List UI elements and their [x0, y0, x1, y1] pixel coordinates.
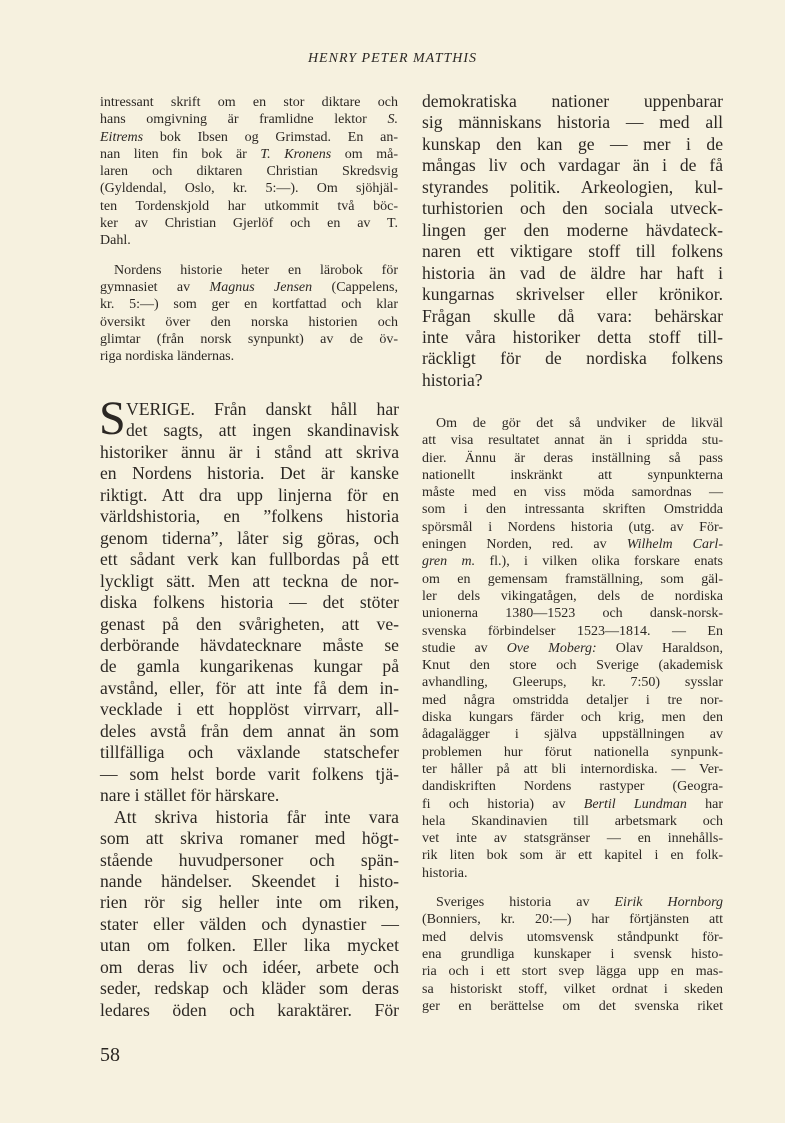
text: fl.), i vilken olika forskare enats — [475, 554, 723, 570]
text-line — [100, 742, 399, 763]
text: glimtar (från norsk synpunkt) av de öv- — [100, 331, 398, 347]
text-line — [422, 692, 723, 709]
text-line — [100, 399, 399, 420]
left-column-main-text — [99, 392, 399, 1021]
text: med några omstridda detaljer i tre nor- — [422, 692, 723, 708]
text-line — [100, 506, 399, 527]
text: rik liten bok som är ett kapitel i en folk- — [422, 848, 723, 864]
text-line — [100, 331, 398, 348]
text-line — [100, 678, 399, 699]
text: om deras liv och idéer, arbete och — [100, 956, 399, 977]
text-line — [100, 485, 399, 506]
text: stående huvudpersoner och spän- — [100, 849, 399, 870]
text-line — [422, 348, 723, 369]
text-line — [100, 892, 399, 913]
text-line — [100, 764, 399, 785]
text-line — [422, 946, 723, 963]
text-line — [422, 981, 723, 998]
text-line — [100, 314, 398, 331]
text: svenska förbindelser 1523—1814. — En — [422, 623, 723, 639]
text-line — [422, 519, 723, 536]
text-line — [100, 549, 399, 570]
left-column-small-text — [100, 94, 398, 365]
text: (Bonniers, kr. 20:—) har förtjänsten att — [422, 912, 723, 928]
text: dandiskriften Nordens rastyper (Geogra- — [422, 779, 723, 795]
text-line — [100, 215, 398, 232]
text-line — [422, 177, 723, 198]
text: hans omgivning är framlidne lektor — [100, 112, 388, 128]
text: genast på den svårigheten, att ve- — [100, 613, 399, 634]
text-line — [100, 635, 399, 656]
text-line — [100, 111, 398, 128]
text: sa historiskt stoff, vilket ordnat i skeden — [422, 981, 723, 997]
text: Nordens historie heter en lärobok för — [114, 262, 398, 278]
text-line — [100, 163, 398, 180]
text-line — [100, 828, 399, 849]
text: rien rör sig heller inte om riken, — [100, 892, 399, 913]
text-line — [100, 528, 399, 549]
text: med delvis utomsvensk ståndpunkt för- — [422, 929, 723, 945]
text-line — [100, 935, 399, 956]
text: om må- — [331, 146, 398, 162]
text-line — [422, 155, 723, 176]
right-column-small-text — [422, 415, 723, 1015]
right-column-large-text — [422, 91, 723, 391]
text-line — [422, 709, 723, 726]
text-line — [100, 180, 398, 197]
text: Att skriva historia får inte vara — [114, 806, 399, 827]
text: intressant skrift om en stor diktare och — [100, 95, 398, 110]
text-line — [100, 232, 398, 249]
italic-text: Eirik Hornborg — [614, 895, 724, 911]
text: nande händelser. Skeendet i histo- — [100, 870, 399, 891]
text-line — [100, 442, 399, 463]
text: turhistorien och den sociala utveck- — [422, 198, 723, 219]
text: de gamla kungarikenas kungar på — [100, 656, 399, 677]
italic-text: T. Kronens — [260, 146, 332, 162]
text-line — [422, 553, 723, 570]
text-line — [422, 134, 723, 155]
text-line — [422, 450, 723, 467]
text: det sagts, att ingen skandinavisk — [126, 420, 399, 441]
text: om en gemensam framställning, som gäl- — [422, 571, 723, 587]
text: styrandes politik. Arkeologien, kul- — [422, 176, 723, 197]
text-line — [422, 726, 723, 743]
text-line — [422, 467, 723, 484]
text-line — [100, 571, 399, 592]
text: mångas liv och vardagar än i de få — [422, 155, 723, 176]
text: Sveriges historia av — [436, 895, 615, 911]
text: naren ett viktigare stoff till folkens — [422, 241, 723, 262]
text-line — [422, 657, 723, 674]
text: studie av — [422, 640, 507, 656]
text-line — [100, 94, 398, 111]
text: laren och diktaren Christian Skredsvig — [100, 164, 398, 180]
text-line — [422, 263, 723, 284]
text-line — [100, 807, 399, 828]
text: bok Ibsen og Grimstad. En an- — [143, 129, 398, 145]
text-line — [422, 484, 723, 501]
text-line — [422, 640, 723, 657]
text-line — [422, 415, 723, 432]
text: Dahl. — [100, 233, 131, 249]
italic-text: Bertil Lundman — [583, 796, 687, 812]
text-line — [422, 761, 723, 778]
text-line — [422, 501, 723, 518]
text: VERIGE. Från danskt håll har — [126, 399, 399, 419]
text-line — [422, 284, 723, 305]
text-line — [100, 198, 398, 215]
text: ger en berättelse om det svenska riket — [422, 998, 723, 1014]
italic-text: Magnus Jensen — [209, 279, 313, 295]
text-line — [422, 370, 723, 391]
text: räckligt för de nordiska folkens — [422, 348, 723, 369]
text: ledares öden och karaktärer. För — [100, 999, 399, 1020]
italic-text: S. — [387, 112, 398, 128]
text-line — [422, 894, 723, 911]
text: att visa resultatet annat än i spridda stu- — [422, 433, 723, 449]
text: nan liten fin bok är — [100, 146, 261, 162]
text: dier. Ännu är deras inställning så pass — [422, 450, 723, 466]
text: riktigt. Att dra upp linjerna för en — [100, 484, 399, 505]
text-line — [100, 420, 399, 441]
text: har — [686, 796, 723, 812]
text-line — [100, 463, 399, 484]
text: ker av Christian Gjerlöf och en av T. — [100, 216, 398, 232]
text: Om de gör det så undviker de likväl — [436, 416, 723, 431]
text-line — [100, 978, 399, 999]
text: avhandling, Gleerups, kr. 7:50) sysslar — [422, 675, 723, 691]
text-line — [422, 306, 723, 327]
running-header: HENRY PETER MATTHIS — [307, 51, 478, 66]
text: (Cappelens, — [312, 279, 399, 295]
text: riga nordiska ländernas. — [100, 349, 235, 365]
text-line — [100, 850, 399, 871]
text-line — [100, 1000, 399, 1021]
text: avstånd, eller, för att inte få dem in- — [100, 677, 399, 698]
text: ett sådant verk kan fullbordas på ett — [100, 549, 399, 570]
text-line — [422, 796, 723, 813]
text-line — [100, 914, 399, 935]
text: kunskap den kan ge — mer i de — [422, 133, 723, 154]
text: ter håller på att bli internordiska. — Ver- — [422, 761, 723, 777]
text: historia? — [422, 369, 483, 390]
text-line — [422, 91, 723, 112]
text: historiker ännu är i stånd att skriva — [100, 441, 399, 462]
text: (Gyldendal, Oslo, kr. 5:—). Om sjöhjäl- — [100, 181, 398, 197]
text: spörsmål i Nordens historia (utg. av För- — [422, 519, 723, 535]
text: problemen hur förut nationella synpunk- — [422, 744, 723, 760]
text: lingen ger den moderne hävdateck- — [422, 219, 723, 240]
text-line — [422, 813, 723, 830]
text: diska folkens historia — det stöter — [100, 592, 399, 613]
text: kungarnas skrivelser eller krönikor. — [422, 284, 723, 305]
text-line — [422, 744, 723, 761]
text: världshistoria, en ”folkens historia — [100, 506, 399, 527]
text: kr. 5:—) som ger en kortfattad och klar — [100, 297, 398, 313]
italic-text: Wilhelm Carl- — [626, 537, 723, 553]
text-line — [100, 957, 399, 978]
text-line — [422, 830, 723, 847]
text: en Nordens historia. Det är kanske — [100, 463, 399, 484]
italic-text: gren m. — [422, 554, 476, 570]
text-line — [100, 129, 398, 146]
text-line — [100, 721, 399, 742]
text: ådagalägger i själva uppställningen av — [422, 727, 723, 743]
text: eningen Norden, red. av — [422, 537, 627, 553]
text: deles avstå från dem annat än som — [100, 720, 399, 741]
text-line — [100, 348, 398, 365]
text-line — [100, 262, 398, 279]
text-line — [100, 296, 398, 313]
text-line — [422, 241, 723, 262]
text: som att skriva romaner med högt- — [100, 828, 399, 849]
drop-cap: S — [99, 392, 126, 445]
text-line — [100, 146, 398, 163]
text: nare i stället för härskare. — [100, 785, 280, 806]
text: nationellt inskränkt att synpunkterna — [422, 467, 723, 483]
text-line — [422, 605, 723, 622]
text-line — [100, 871, 399, 892]
text-line — [422, 998, 723, 1015]
italic-text: Eitrems — [100, 129, 144, 145]
text: vet inte av statsgränser — en innehålls- — [422, 831, 723, 847]
page-number: 58 — [100, 1044, 120, 1066]
italic-text: Ove Moberg: — [506, 640, 597, 656]
text-line — [422, 588, 723, 605]
text-line — [422, 536, 723, 553]
text-line — [422, 112, 723, 133]
text: fi och historia) av — [422, 796, 584, 812]
text: historia än vad de äldre har haft i — [422, 262, 723, 283]
text: lyckligt sätt. Men att teckna de nor- — [100, 570, 399, 591]
text-line — [422, 674, 723, 691]
text: måste med en viss möda samordnas — — [422, 485, 723, 501]
text: inte våra historiker detta stoff till- — [422, 326, 723, 347]
text-line — [422, 623, 723, 640]
text-line — [422, 327, 723, 348]
text: unionerna 1380—1523 och dansk-norsk- — [422, 606, 723, 622]
text: sig människans historia — med all — [422, 112, 723, 133]
text: seder, redskap och kläder som deras — [100, 978, 399, 999]
text: ria och i ett stort svep lägga upp en mas- — [422, 964, 723, 980]
text: derbörande hävdatecknare måste se — [100, 634, 399, 655]
text: ler dels vikingatågen, dels de nordiska — [422, 588, 723, 604]
text-line — [422, 198, 723, 219]
text-line — [100, 656, 399, 677]
text-line — [422, 571, 723, 588]
text: — som helst borde varit folkens tjä- — [100, 763, 399, 784]
text: historia. — [422, 865, 468, 881]
text-line — [100, 279, 398, 296]
text: översikt över den norska historien och — [100, 314, 398, 330]
text-line — [100, 785, 399, 806]
text-line — [100, 592, 399, 613]
text-line — [422, 778, 723, 795]
text: gymnasiet av — [100, 279, 210, 295]
text: tillfälliga och växlande statschefer — [100, 742, 399, 763]
text-line — [422, 911, 723, 928]
text: Olav Haraldson, — [596, 640, 723, 656]
text-line — [422, 929, 723, 946]
text: genom tiderna”, låter sig göras, och — [100, 527, 399, 548]
text-line — [100, 699, 399, 720]
text: demokratiska nationer uppenbarar — [422, 91, 723, 111]
text: Frågan skulle då vara: behärskar — [422, 305, 723, 326]
text-line — [422, 865, 723, 882]
text: diska kungars färder och krig, men den — [422, 710, 723, 726]
text: hela Skandinavien till arbetsmark och — [422, 813, 723, 829]
text-line — [422, 220, 723, 241]
text-line — [422, 432, 723, 449]
text-line — [100, 614, 399, 635]
text: ten Tordenskjold har utkommit två böc- — [100, 198, 398, 214]
text-line — [422, 963, 723, 980]
text: utan om folken. Eller lika mycket — [100, 935, 399, 956]
text: ena grundliga kunskaper i svensk histo- — [422, 946, 723, 962]
text: som i den intressanta skriften Omstridda — [422, 502, 723, 518]
text-line — [422, 847, 723, 864]
text: vecklade i ett hopplöst virrvarr, all- — [100, 699, 399, 720]
text: Knut den store och Sverige (akademisk — [422, 658, 723, 674]
text: stater eller välden och dynastier — — [100, 913, 399, 934]
